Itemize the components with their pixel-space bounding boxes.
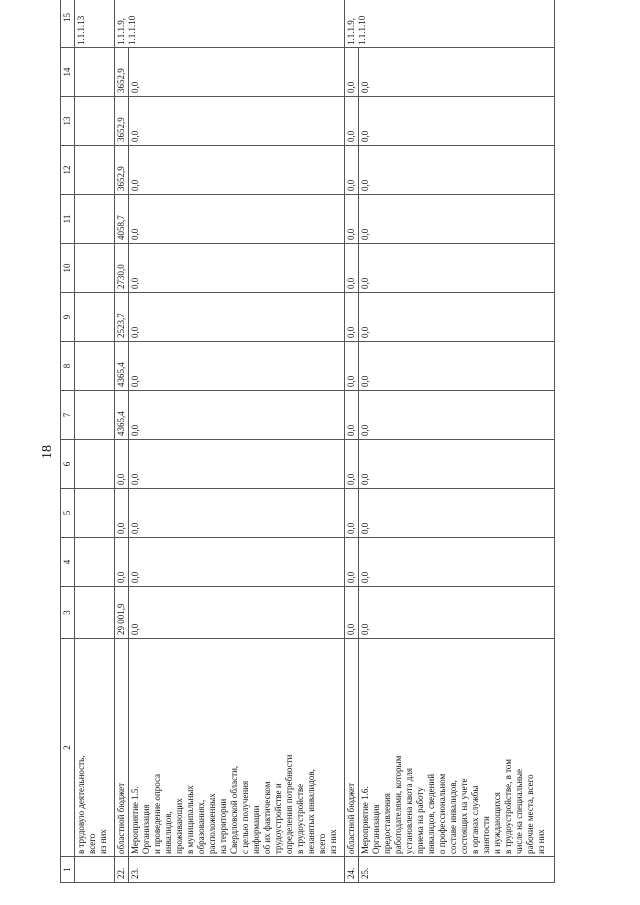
value-cell [75, 538, 115, 587]
value-cell [75, 342, 115, 391]
target-reference: 1.1.1.9, 1.1.1.10 [115, 0, 345, 48]
table-row-22 [115, 0, 129, 883]
value-cell: 0,0 [345, 489, 359, 538]
header-row [61, 0, 75, 883]
value-cell: 0,0 [129, 48, 345, 97]
value-cell: 0,0 [345, 97, 359, 146]
value-cell: 4365,4 [115, 342, 129, 391]
value-cell: 0,0 [129, 489, 345, 538]
value-cell: 0,0 [115, 440, 129, 489]
value-cell: 0,0 [359, 587, 555, 639]
header-cell-9: 9 [61, 293, 75, 342]
value-cell: 0,0 [129, 97, 345, 146]
table-row-25 [359, 0, 555, 883]
row-number: 23. [129, 857, 345, 883]
header-cell-13: 13 [61, 97, 75, 146]
value-cell: 0,0 [129, 391, 345, 440]
header-cell-15: 15 [61, 0, 75, 48]
budget-table [60, 0, 555, 883]
value-cell: 0,0 [359, 146, 555, 195]
row-description: в трудовую деятельность, всего из них [75, 639, 115, 857]
value-cell: 0,0 [359, 293, 555, 342]
header-cell-10: 10 [61, 244, 75, 293]
rotated-table-frame [60, 13, 580, 883]
value-cell: 0,0 [359, 391, 555, 440]
value-cell: 0,0 [359, 244, 555, 293]
value-cell: 0,0 [129, 342, 345, 391]
value-cell: 0,0 [129, 440, 345, 489]
header-cell-11: 11 [61, 195, 75, 244]
row-number: 22. [115, 857, 129, 883]
value-cell: 3652,9 [115, 48, 129, 97]
row-description: областной бюджет [115, 639, 129, 857]
row-number [75, 857, 115, 883]
header-cell-7: 7 [61, 391, 75, 440]
value-cell: 2523,7 [115, 293, 129, 342]
row-number: 24. [345, 857, 359, 883]
value-cell: 0,0 [129, 538, 345, 587]
value-cell: 0,0 [129, 587, 345, 639]
value-cell: 0,0 [129, 146, 345, 195]
value-cell [75, 195, 115, 244]
value-cell: 3652,9 [115, 146, 129, 195]
value-cell: 0,0 [345, 342, 359, 391]
row-description: областной бюджет [345, 639, 359, 857]
value-cell: 0,0 [129, 293, 345, 342]
row-number: 25. [359, 857, 555, 883]
header-cell-2: 2 [61, 639, 75, 857]
value-cell: 0,0 [359, 195, 555, 244]
value-cell [75, 146, 115, 195]
header-cell-8: 8 [61, 342, 75, 391]
header-cell-6: 6 [61, 440, 75, 489]
value-cell: 4365,4 [115, 391, 129, 440]
value-cell: 0,0 [359, 48, 555, 97]
value-cell [75, 244, 115, 293]
value-cell: 0,0 [345, 391, 359, 440]
value-cell: 0,0 [345, 587, 359, 639]
header-cell-3: 3 [61, 587, 75, 639]
value-cell: 29 001,9 [115, 587, 129, 639]
target-reference: 1.1.1.13 [75, 0, 115, 48]
table-row-continuation [75, 0, 115, 883]
value-cell [75, 293, 115, 342]
value-cell: 0,0 [359, 538, 555, 587]
value-cell: 0,0 [129, 244, 345, 293]
value-cell: 0,0 [359, 489, 555, 538]
header-cell-4: 4 [61, 538, 75, 587]
target-reference: 1.1.1.9, 1.1.1.10 [345, 0, 555, 48]
value-cell: 0,0 [345, 146, 359, 195]
value-cell: 0,0 [115, 489, 129, 538]
value-cell: 0,0 [345, 195, 359, 244]
value-cell: 2730,0 [115, 244, 129, 293]
value-cell [75, 587, 115, 639]
value-cell [75, 48, 115, 97]
table-row-24 [345, 0, 359, 883]
value-cell: 0,0 [359, 97, 555, 146]
table-row-23 [129, 0, 345, 883]
value-cell [75, 440, 115, 489]
header-cell-5: 5 [61, 489, 75, 538]
value-cell [75, 391, 115, 440]
row-description: Мероприятие 1.6. Организация предоставления работодателями, которым установлена квота для приема на работу инвалидов, сведений о профессиональном составе инвалидов, состоящих на учете в органах службы занятости и нуждающихся в трудоустройстве, в том числе на специальные рабочие места, всего из них [359, 639, 555, 857]
value-cell: 0,0 [345, 244, 359, 293]
value-cell: 0,0 [345, 293, 359, 342]
header-cell-12: 12 [61, 146, 75, 195]
value-cell: 0,0 [345, 538, 359, 587]
value-cell: 0,0 [129, 195, 345, 244]
value-cell: 0,0 [359, 342, 555, 391]
value-cell: 0,0 [345, 440, 359, 489]
value-cell [75, 97, 115, 146]
page-number: 18 [40, 445, 55, 459]
value-cell: 4058,7 [115, 195, 129, 244]
value-cell: 0,0 [359, 440, 555, 489]
value-cell: 0,0 [345, 48, 359, 97]
row-description: Мероприятие 1.5. Организация и проведение опроса инвалидов, проживающих в муниципальных образованиях, расположенных на территории Свердловской области, с целью получения информации об их фактическом трудоустройстве и определения потребности в трудоустройстве незанятых инвалидов, всего из них [129, 639, 345, 857]
value-cell: 3652,9 [115, 97, 129, 146]
header-cell-14: 14 [61, 48, 75, 97]
value-cell: 0,0 [115, 538, 129, 587]
header-cell-1: 1 [61, 857, 75, 883]
value-cell [75, 489, 115, 538]
